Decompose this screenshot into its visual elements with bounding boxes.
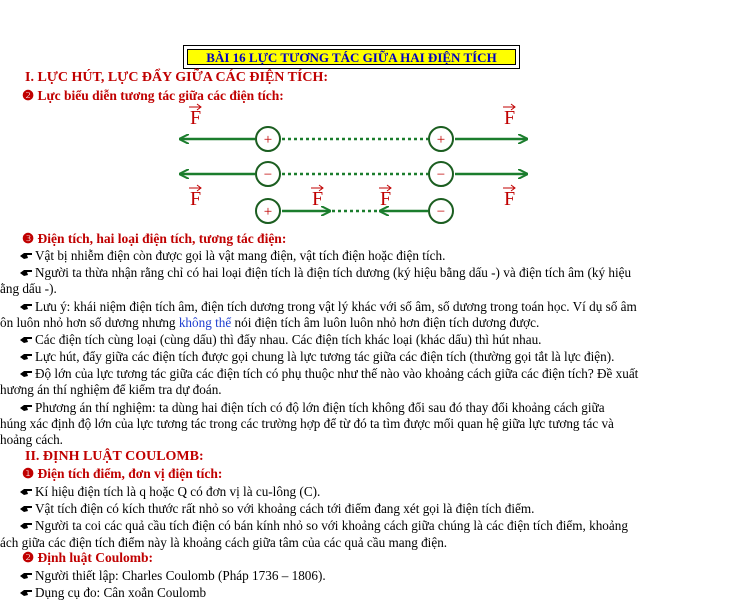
section-2-sub-2: ❷ Định luật Coulomb: [22, 550, 154, 565]
hand-pointing-icon [20, 501, 33, 512]
hand-pointing-icon [20, 366, 33, 377]
paragraph-continuation: ôn luôn nhỏ hơn số dương nhưng không thể nói điện tích âm luôn luôn nhỏ hơn điện tích dương được. [0, 315, 540, 330]
section-2-heading: II. ĐỊNH LUẬT COULOMB: [25, 449, 204, 464]
paragraph: Người ta coi các quả cầu tích điện có bán kính nhỏ so với khoảng cách giữa chúng là các điện tích điểm, khoảng [0, 517, 628, 534]
row-repel-negative [180, 162, 527, 210]
section-1-sub-1: ❷ Lực biểu diễn tương tác giữa các điện tích: [22, 88, 284, 103]
minus-sign: − [263, 167, 273, 183]
paragraph: Người thiết lập: Charles Coulomb (Pháp 1736 – 1806). [0, 567, 326, 584]
paragraph: Người ta thừa nhận rằng chỉ có hai loại điện tích là điện tích dương (ký hiệu bằng dấu -) và điện tích âm (ký hiệu [0, 264, 631, 281]
paragraph: Kí hiệu điện tích là q hoặc Q có đơn vị là cu-lông (C). [0, 483, 320, 500]
hand-pointing-icon [20, 400, 33, 411]
force-label: F [504, 188, 516, 210]
paragraph: Vật bị nhiễm điện còn được gọi là vật mang điện, vật tích điện hoặc điện tích. [0, 247, 445, 264]
force-label: F [504, 107, 516, 129]
hand-pointing-icon [20, 332, 33, 343]
row-attract [256, 185, 453, 223]
hand-pointing-icon [20, 585, 33, 596]
paragraph: Dụng cụ đo: Cân xoắn Coulomb [0, 584, 206, 601]
force-label: F [190, 107, 202, 129]
paragraph-continuation: hoảng cách. [0, 432, 63, 447]
paragraph: Các điện tích cùng loại (cùng dấu) thì đẩy nhau. Các điện tích khác loại (khác dấu) thì hút nhau. [0, 331, 541, 348]
row-repel-positive [180, 104, 527, 151]
plus-sign: + [263, 204, 273, 220]
title-box [183, 45, 520, 69]
section-2-sub-1: ❶ Điện tích điểm, đơn vị điện tích: [22, 466, 223, 481]
paragraph: Lực hút, đẩy giữa các điện tích được gọi chung là lực tương tác giữa các điện tích (thường gọi tắt là lực điện). [0, 348, 614, 365]
plus-sign: + [263, 132, 273, 148]
force-label: F [312, 188, 324, 210]
hand-pointing-icon [20, 518, 33, 529]
minus-sign: − [436, 204, 446, 220]
force-label: F [380, 188, 392, 210]
hand-pointing-icon [20, 568, 33, 579]
section-1-heading: I. LỰC HÚT, LỰC ĐẨY GIỮA CÁC ĐIỆN TÍCH: [25, 70, 329, 85]
paragraph: Độ lớn của lực tương tác giữa các điện tích có phụ thuộc như thế nào vào khoảng cách giữa các điện tích? Đề xuất [0, 365, 638, 382]
highlighted-text: không thể [178, 315, 232, 330]
force-label: F [190, 188, 202, 210]
plus-sign: + [436, 132, 446, 148]
hand-pointing-icon [20, 248, 33, 259]
hand-pointing-icon [20, 484, 33, 495]
paragraph-continuation: ằng dấu -). [0, 281, 57, 296]
hand-pointing-icon [20, 265, 33, 276]
paragraph: Lưu ý: khái niệm điện tích âm, điện tích dương trong vật lý khác với số âm, số dương trong toán học. Ví dụ số âm [0, 298, 637, 315]
minus-sign: − [436, 167, 446, 183]
force-diagram [0, 100, 731, 230]
paragraph: Phương án thí nghiệm: ta dùng hai điện tích có độ lớn điện tích không đổi sau đó thay đổi khoảng cách giữa [0, 399, 605, 416]
paragraph-continuation: ách giữa các điện tích điểm này là khoảng cách giữa tâm của các quả cầu mang điện. [0, 535, 448, 550]
hand-pointing-icon [20, 349, 33, 360]
paragraph: Vật tích điện có kích thước rất nhỏ so với khoảng cách tới điểm đang xét gọi là điện tích điểm. [0, 500, 534, 517]
paragraph-continuation: hương án thí nghiệm để kiểm tra dự đoán. [0, 382, 222, 397]
section-1-sub-3: ❸ Điện tích, hai loại điện tích, tương tác điện: [22, 231, 287, 246]
page-title: BÀI 16 LỰC TƯƠNG TÁC GIỮA HAI ĐIỆN TÍCH [187, 49, 516, 65]
hand-pointing-icon [20, 299, 33, 310]
paragraph-continuation: húng xác định độ lớn của lực tương tác trong các trường hợp để từ đó ta tìm được mối quan hệ giữa lực tương tác và [0, 416, 614, 431]
